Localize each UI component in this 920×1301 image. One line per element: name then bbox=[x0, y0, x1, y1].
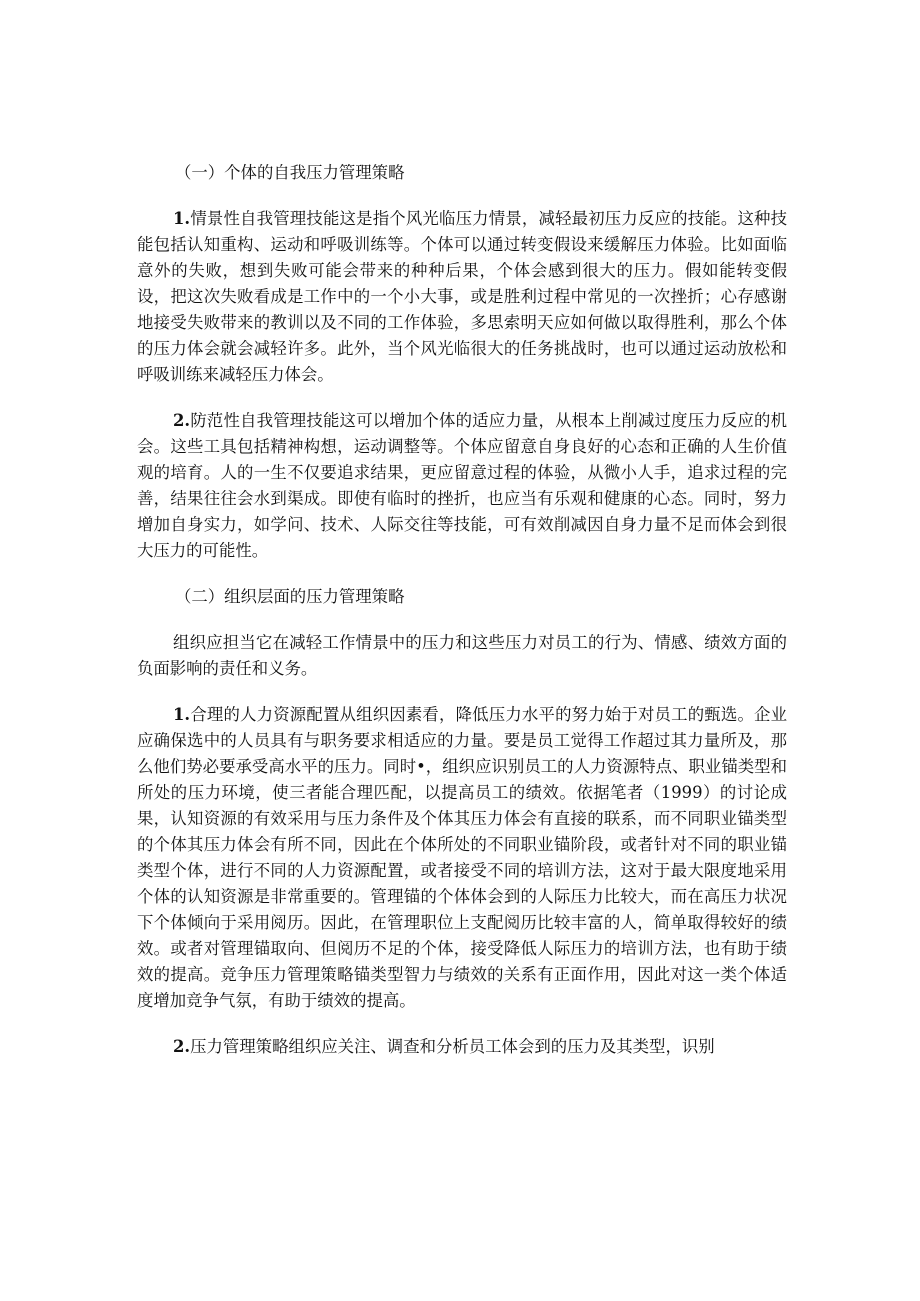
paragraph-number: 1. bbox=[173, 209, 191, 228]
paragraph-preventive-skills bbox=[137, 408, 787, 564]
paragraph-situational-skills bbox=[137, 206, 787, 388]
paragraph-stress-management bbox=[137, 1034, 787, 1060]
paragraph-organization-responsibility bbox=[137, 630, 787, 682]
paragraph-text: 防范性自我管理技能这可以增加个体的适应力量，从根本上削减过度压力反应的机会。这些工具包括精神构想，运动调整等。个体应留意自身良好的心态和正确的人生价值观的培育。人的一生不仅要追求结果，更应留意过程的体验，从微小人手，追求过程的完善，结果往往会水到渠成。即使有临时的挫折，也应当有乐观和健康的心态。同时，努力增加自身实力，如学问、技术、人际交往等技能，可有效削减因自身力量不足而体会到很大压力的可能性。 bbox=[137, 411, 787, 560]
paragraph-text: 情景性自我管理技能这是指个风光临压力情景，减轻最初压力反应的技能。这种技能包括认知重构、运动和呼吸训练等。个体可以通过转变假设来缓解压力体验。比如面临意外的失败，想到失败可能会带来的种种后果，个体会感到很大的压力。假如能转变假设，把这次失败看成是工作中的一个小大事，或是胜利过程中常见的一次挫折；心存感谢地接受失败带来的教训以及不同的工作体验，多思索明天应如何做以取得胜利，那么个体的压力体会就会减轻许多。此外，当个风光临很大的任务挑战时，也可以通过运动放松和呼吸训练来减轻压力体会。 bbox=[137, 209, 787, 384]
paragraph-number: 2. bbox=[173, 411, 191, 430]
document-page bbox=[137, 160, 787, 1080]
paragraph-hr-allocation bbox=[137, 702, 787, 1014]
paragraph-text: 合理的人力资源配置从组织因素看，降低压力水平的努力始于对员工的甄选。企业应确保选中的人员具有与职务要求相适应的力量。要是员工觉得工作超过其力量所及，那么他们势必要承受高水平的压力。同时•，组织应识别员工的人力资源特点、职业锚类型和所处的压力环境，使三者能合理匹配，以提高员工的绩效。依据笔者（1999）的讨论成果，认知资源的有效采用与压力条件及个体其压力体会有直接的联系，而不同职业锚类型的个体其压力体会有所不同，因此在个体所处的不同职业锚阶段，或者针对不同的职业锚类型个体，进行不同的人力资源配置，或者接受不同的培训方法，这对于最大限度地采用个体的认知资源是非常重要的。管理锚的个体体会到的人际压力比较大，而在高压力状况下个体倾向于采用阅历。因此，在管理职位上支配阅历比较丰富的人，简单取得较好的绩效。或者对管理锚取向、但阅历不足的个体，接受降低人际压力的培训方法，也有助于绩效的提高。竞争压力管理策略锚类型智力与绩效的关系有正面作用，因此对这一类个体适度增加竞争气氛，有助于绩效的提高。 bbox=[137, 705, 787, 1010]
paragraph-text: 组织应担当它在减轻工作情景中的压力和这些压力对员工的行为、情感、绩效方面的负面影响的责任和义务。 bbox=[137, 633, 787, 678]
paragraph-number: 1. bbox=[173, 705, 191, 724]
paragraph-text: 压力管理策略组织应关注、调查和分析员工体会到的压力及其类型，识别 bbox=[190, 1037, 715, 1056]
paragraph-number: 2. bbox=[173, 1037, 191, 1056]
section-heading-individual: （一）个体的自我压力管理策略 bbox=[175, 163, 405, 182]
section-heading-organization: （二）组织层面的压力管理策略 bbox=[175, 587, 405, 606]
